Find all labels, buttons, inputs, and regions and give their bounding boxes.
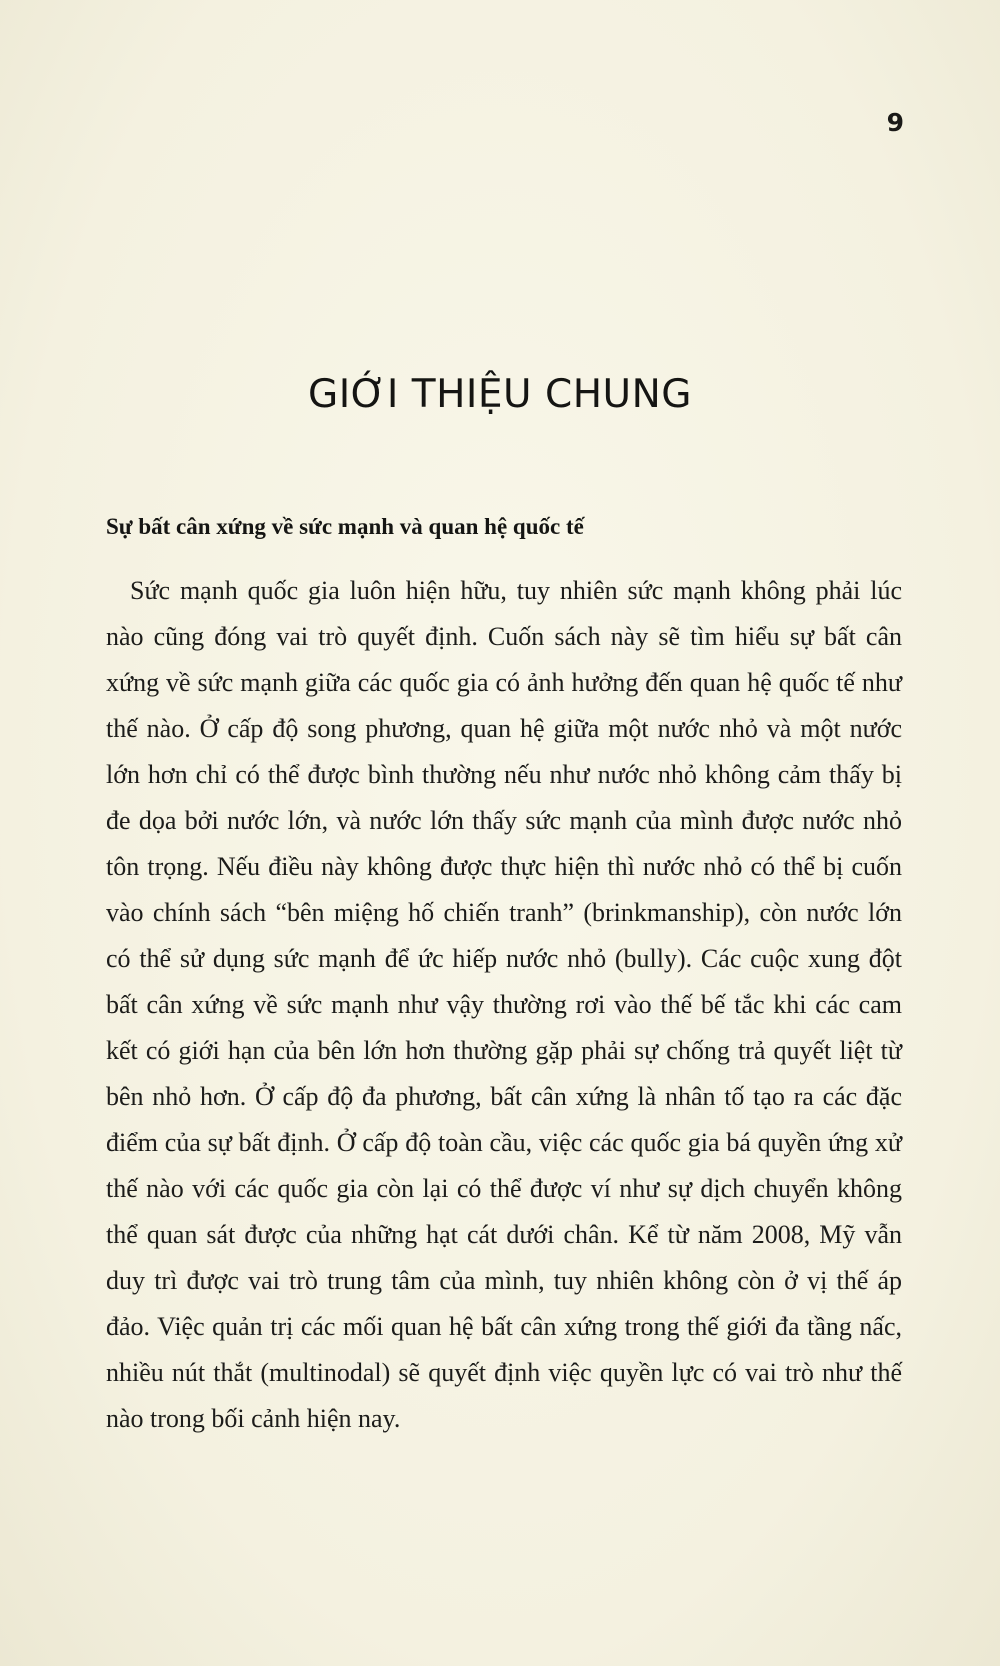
section-heading: Sự bất cân xứng về sức mạnh và quan hệ quốc tế bbox=[106, 514, 584, 539]
page-number: 9 bbox=[886, 108, 904, 137]
chapter-title: GIỚI THIỆU CHUNG bbox=[308, 372, 692, 417]
body-paragraph: Sức mạnh quốc gia luôn hiện hữu, tuy nhiên sức mạnh không phải lúc nào cũng đóng vai trò quyết định. Cuốn sách này sẽ tìm hiểu sự bất cân xứng về sức mạnh giữa các quốc gia có ảnh hưởng đến quan hệ quốc tế như thế nào. Ở cấp độ song phương, quan hệ giữa một nước nhỏ và một nước lớn hơn chỉ có thể được bình thường nếu như nước nhỏ không cảm thấy bị đe dọa bởi nước lớn, và nước lớn thấy sức mạnh của mình được nước nhỏ tôn trọng. Nếu điều này không được thực hiện thì nước nhỏ có thể bị cuốn vào chính sách “bên miệng hố chiến tranh” (brinkmanship), còn nước lớn có thể sử dụng sức mạnh để ức hiếp nước nhỏ (bully). Các cuộc xung đột bất cân xứng về sức mạnh như vậy thường rơi vào thế bế tắc khi các cam kết có giới hạn của bên lớn hơn thường gặp phải sự chống trả quyết liệt từ bên nhỏ hơn. Ở cấp độ đa phương, bất cân xứng là nhân tố tạo ra các đặc điểm của sự bất định. Ở cấp độ toàn cầu, việc các quốc gia bá quyền ứng xử thế nào với các quốc gia còn lại có thể được ví như sự dịch chuyển không thể quan sát được của những hạt cát dưới chân. Kể từ năm 2008, Mỹ vẫn duy trì được vai trò trung tâm của mình, tuy nhiên không còn ở vị thế áp đảo. Việc quản trị các mối quan hệ bất cân xứng trong thế giới đa tầng nấc, nhiều nút thắt (multinodal) sẽ quyết định việc quyền lực có vai trò như thế nào trong bối cảnh hiện nay. bbox=[106, 576, 902, 1433]
